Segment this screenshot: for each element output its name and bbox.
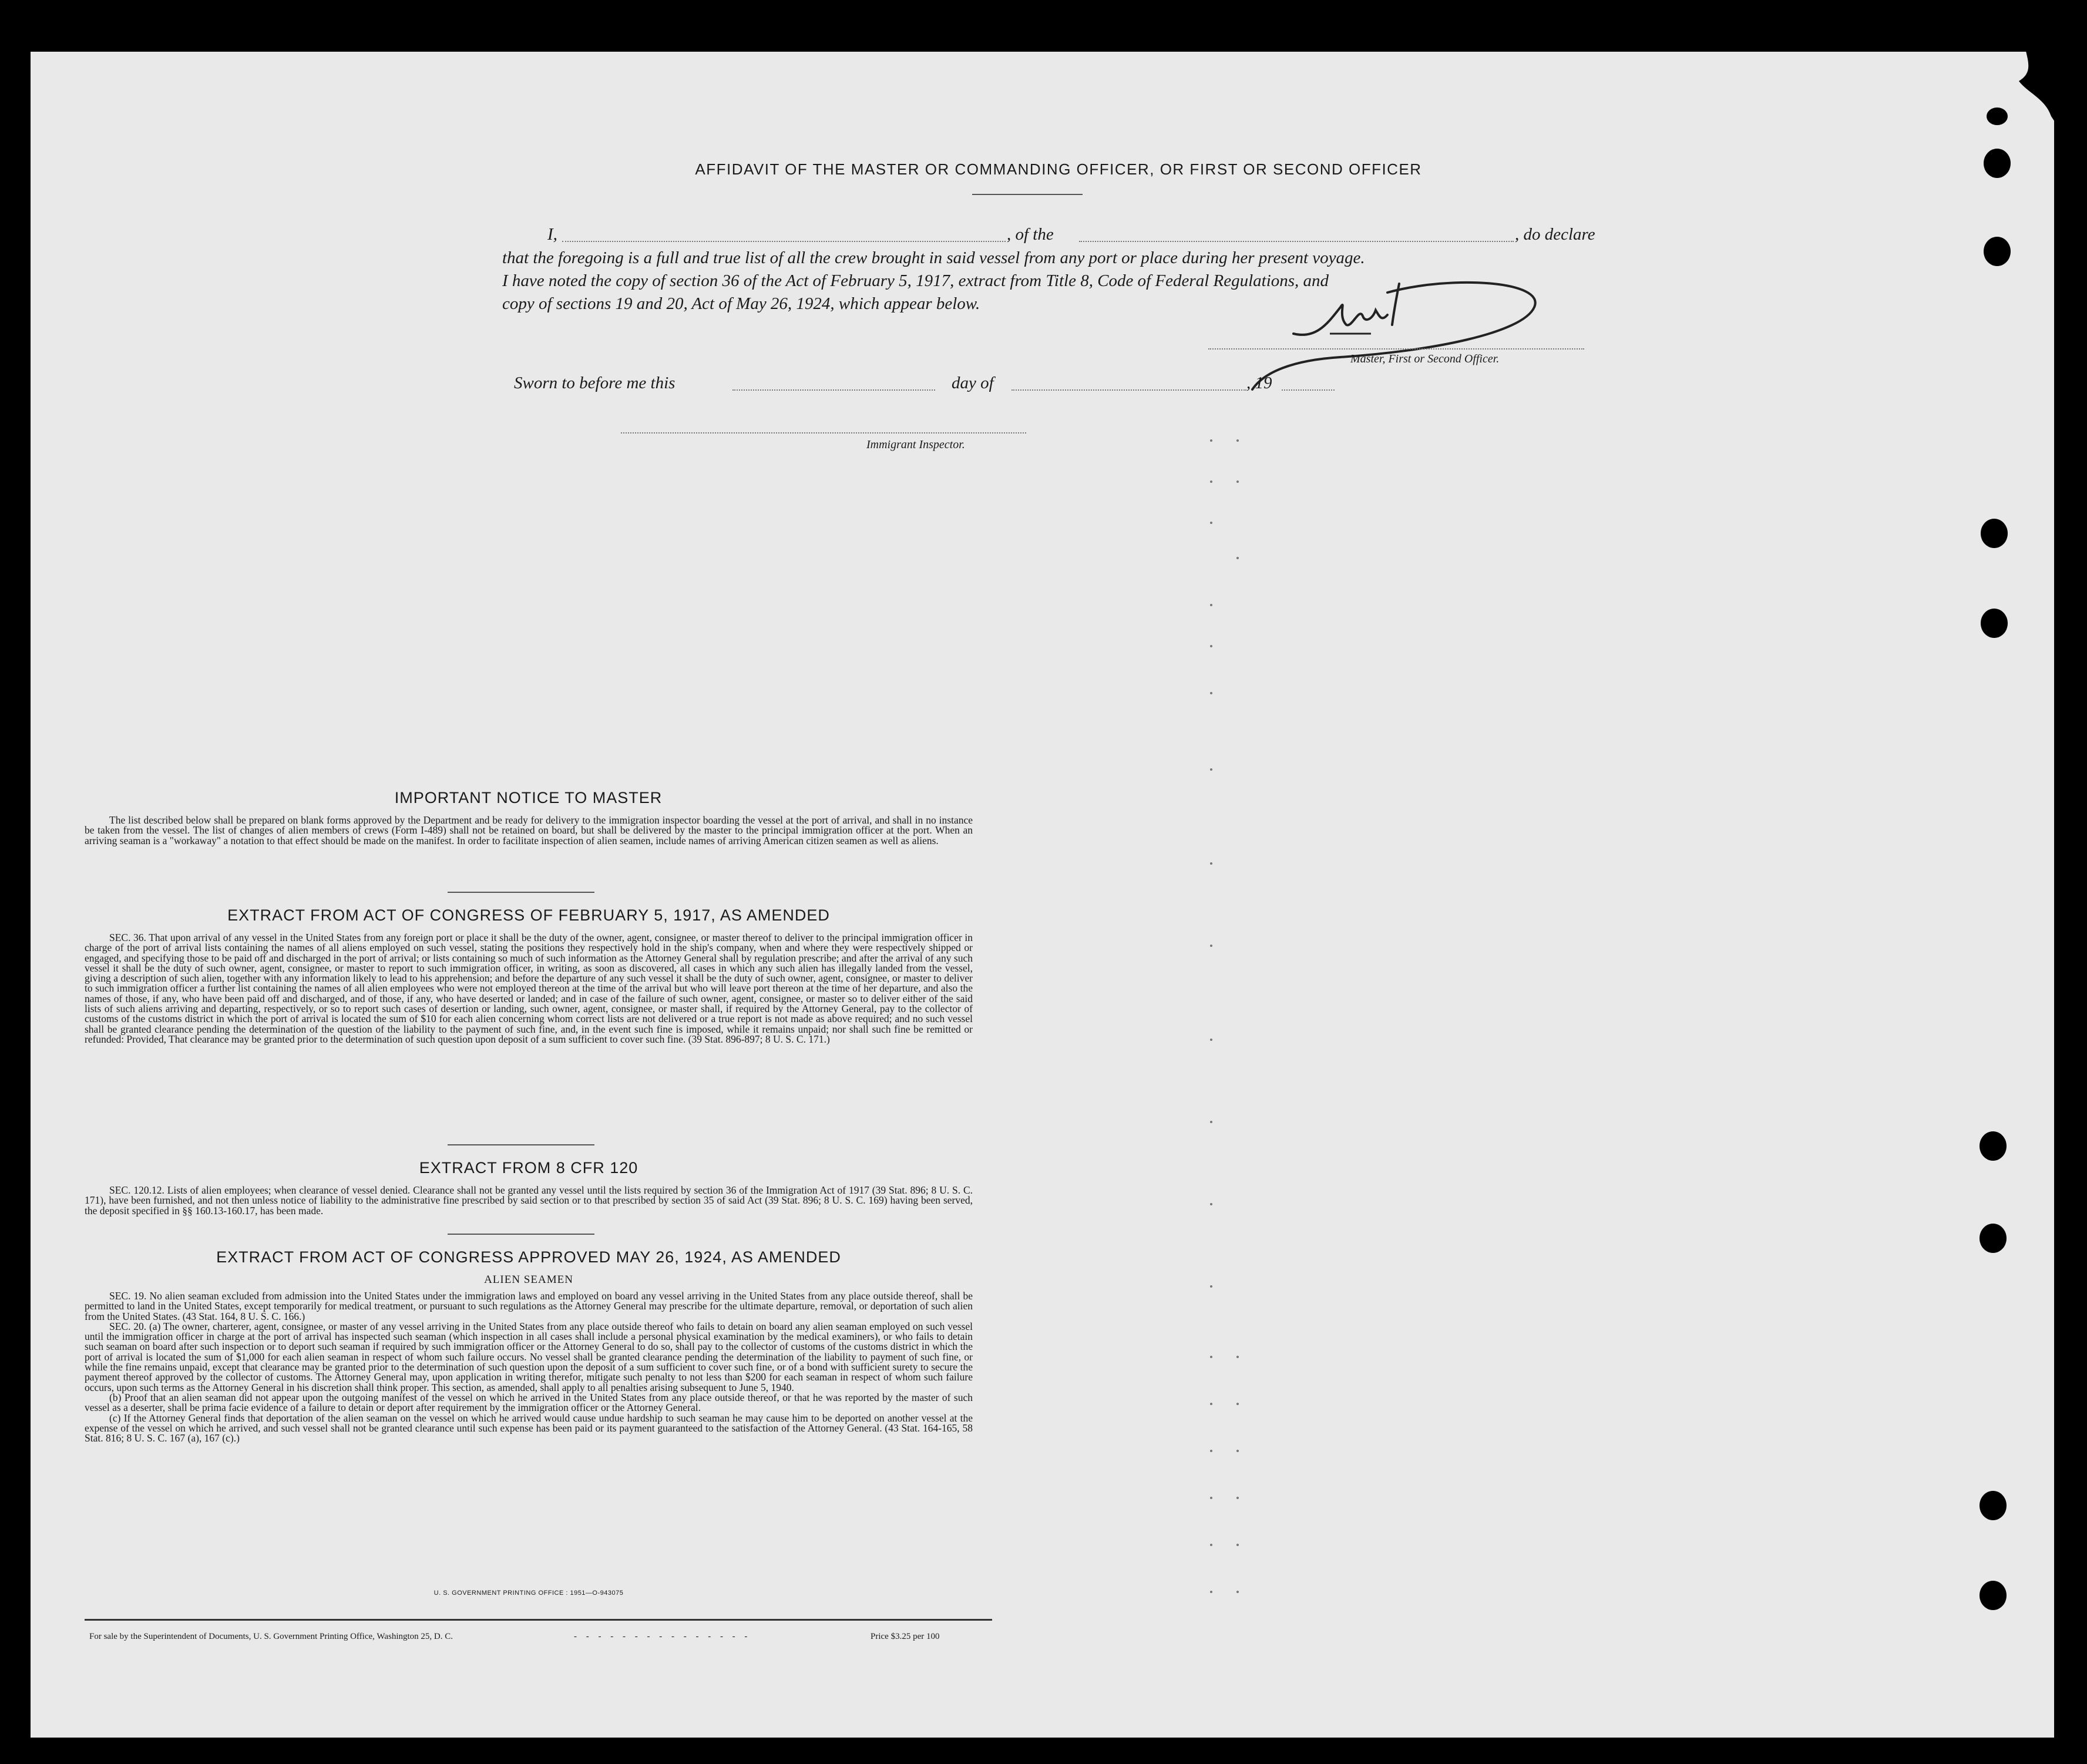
price-text: Price $3.25 per 100 (871, 1632, 940, 1641)
leader-dots: - - - - - - - - - - - - - - - (574, 1632, 751, 1641)
title-divider (972, 194, 1083, 195)
section-19-text: SEC. 19. No alien seaman excluded from admission into the United States under the immigration laws and employed on board any vessel arriving in the United States from any place outside thereof, shall be permitted to land in the United States, except temporarily for medical treatment, or pursuant to such regulations as the Attorney General may prescribe for the ultimate departure, removal, or deportation of such alien from the United States. (43 Stat. 164, 8 U. S. C. 166.) (85, 1290, 973, 1322)
binder-hole-6 (1980, 1131, 2007, 1161)
binder-hole-7 (1980, 1224, 2007, 1253)
sworn-label: Sworn to before me this (514, 374, 675, 392)
master-signature-line (1208, 348, 1584, 350)
binder-hole-9 (1980, 1581, 2007, 1610)
declarant-label: I, (547, 225, 557, 244)
notice-body (85, 815, 973, 846)
binder-hole-5 (1981, 609, 2008, 638)
inspector-caption: Immigrant Inspector. (866, 438, 965, 451)
extract-cfr-heading: EXTRACT FROM 8 CFR 120 (419, 1159, 638, 1177)
section-36-text: SEC. 36. That upon arrival of any vessel in the United States from any foreign port or place it shall be the duty of the owner, agent, consignee, or master thereof to deliver to the principal immigration officer in charge of the port of arrival lists containing the names of all aliens employed on such vessel, stating the positions they respectively hold in the ship's company, when and where they were respectively shipped or engaged, and specifying those to be paid off and discharged in the port of arrival; or lists containing so much of such information as the Attorney General shall by regulation prescribe; and after the arrival of any such vessel it shall be the duty of such owner, agent, consignee, or master to report to such immigration officer, in writing, as soon as discovered, all cases in which any such alien has illegally landed from the vessel, giving a description of such alien, together with any information likely to lead to his apprehension; and before the departure of any such vessel it shall be the duty of such owner, agent, consignee, or master to deliver to such immigration officer a further list containing the names of all alien employees who were not employed thereon at the time of the arrival but who will leave port thereon at the time of her departure, and also the names of those, if any, who have been paid off and discharged, and of those, if any, who have deserted or landed; and in case of the failure of such owner, agent, consignee, or master so to deliver either of the said lists of such aliens arriving and departing, respectively, or so to report such cases of desertion or landing, such owner, agent, consignee, or master shall, if required by the Attorney General, pay to the collector of customs of the customs district in which the port of arrival is located the sum of $10 for each alien concerning whom correct lists are not delivered or a true report is not made as above required; and no such vessel shall be granted clearance pending the determination of the question of the liability to the payment of such fine, and, in the event such fine is imposed, while it remains unpaid; nor shall such fine be remitted or refunded: Provided, That clearance may be granted prior to the determination of such question upon deposit of a sum sufficient to cover such fine. (39 Stat. 896-897; 8 U. S. C. 171.) (85, 932, 973, 1045)
section-20a-text: SEC. 20. (a) The owner, charterer, agent, consignee, or master of any vessel arriving in the United States from any place outside thereof who fails to detain on board any alien seaman employed on such vessel until the immigration officer in charge at the port of arrival has inspected such seaman (which inspection in all cases shall include a personal physical examination by the medical examiners), or who fails to detain such seaman on board after such inspection or to deport such seaman if required by such immigration officer or the Attorney General to do so, shall pay to the collector of customs of the customs district in which the port of arrival is located the sum of $1,000 for each alien seaman in respect of whom such failure occurs. No vessel shall be granted clearance pending the determination of the liability to payment of such fine, or while the fine remains unpaid, except that clearance may be granted prior to the determination of such question upon the deposit of a sum sufficient to cover such fine, or of a bond with sufficient surety to secure the payment thereof approved by the collector of customs. The Attorney General may, upon application in writing therefor, mitigate such penalty to not less than $200 for each seaman in respect of whom such failure occurs, upon such terms as the Attorney General in his discretion shall think proper. This section, as amended, shall apply to all penalties arising subsequent to June 5, 1940. (85, 1320, 973, 1393)
extract-cfr-body (85, 1185, 973, 1216)
extract-1917-body (85, 933, 973, 1044)
divider-1 (448, 892, 594, 893)
notice-heading: IMPORTANT NOTICE TO MASTER (394, 789, 663, 807)
day-of-label: day of (952, 374, 994, 392)
sworn-day-field[interactable] (732, 389, 935, 391)
form-sheet (31, 52, 2054, 1738)
do-declare-label: , do declare (1515, 225, 1595, 244)
year-prefix: , 19 (1246, 374, 1272, 392)
declaration-line-3: I have noted the copy of section 36 of the Act of February 5, 1917, extract from Title 8, Code of Federal Regulations, and (502, 271, 1329, 290)
alien-seamen-subheading: ALIEN SEAMEN (484, 1274, 573, 1286)
extract-1924-body (85, 1291, 973, 1443)
affidavit-title: AFFIDAVIT OF THE MASTER OR COMMANDING OFFICER, OR FIRST OR SECOND OFFICER (695, 160, 1422, 178)
extract-1924-heading: EXTRACT FROM ACT OF CONGRESS APPROVED MAY 26, 1924, AS AMENDED (216, 1248, 841, 1266)
sale-text: For sale by the Superintendent of Documents, U. S. Government Printing Office, Washington 25, D. C. (89, 1632, 453, 1641)
declarant-name-field[interactable] (562, 241, 1006, 242)
binder-hole-3 (1984, 237, 2011, 266)
declaration-line-2: that the foregoing is a full and true list of all the crew brought in said vessel from any port or place during her present voyage. (502, 248, 1365, 267)
of-the-label: , of the (1007, 225, 1054, 244)
binder-hole-4 (1981, 519, 2008, 548)
divider-3 (448, 1234, 594, 1235)
inspector-signature-line[interactable] (621, 432, 1026, 434)
vessel-name-field[interactable] (1079, 241, 1514, 242)
printing-office-note: U. S. GOVERNMENT PRINTING OFFICE : 1951—O-943075 (433, 1590, 624, 1597)
footer-rule (85, 1619, 992, 1621)
master-signature-caption: Master, First or Second Officer. (1350, 352, 1500, 365)
notice-paragraph: The list described below shall be prepared on blank forms approved by the Department and be ready for delivery to the immigration inspector boarding the vessel at the port of arrival, and shall in no instance be taken from the vessel. The list of changes of alien members of crews (Form I-489) shall not be retained on board, but shall be delivered by the master to the principal immigration officer at the port. When an arriving seaman is a "workaway" a notation to that effect should be made on the manifest. In order to facilitate inspection of alien seamen, include names of arriving American citizen seamen as well as aliens. (85, 814, 973, 846)
sworn-year-field[interactable] (1282, 389, 1335, 391)
divider-2 (448, 1144, 594, 1145)
section-20c-text: (c) If the Attorney General finds that deportation of the alien seaman on the vessel on which he arrived would cause undue hardship to such seaman he may cause him to be deported on another vessel at the expense of the vessel on which he arrived, and such vessel shall not be granted clearance until such expense has been paid or its payment guaranteed to the satisfaction of the Attorney General. (43 Stat. 164-165, 58 Stat. 816; 8 U. S. C. 167 (a), 167 (c).) (85, 1412, 973, 1444)
sworn-month-field[interactable] (1011, 389, 1246, 391)
declaration-line-4: copy of sections 19 and 20, Act of May 26, 1924, which appear below. (502, 294, 980, 313)
binder-hole-2 (1984, 149, 2011, 178)
column-guide-dots (1204, 416, 1275, 1638)
section-20b-text: (b) Proof that an alien seaman did not appear upon the outgoing manifest of the vessel on which he arrived in the United States from any place outside thereof, or that he was reported by the master of such vessel as a deserter, shall be prima facie evidence of a failure to detain or deport after requirement by the immigration officer or the Attorney General. (85, 1391, 973, 1414)
section-120-12-text: SEC. 120.12. Lists of alien employees; when clearance of vessel denied. Clearance shall not be granted any vessel until the lists required by section 36 of the Immigration Act of 1917 (39 Stat. 896; 8 U. S. C. 171), have been furnished, and not then unless notice of liability to the administrative fine prescribed by said section or to that prescribed by section 35 of said Act (39 Stat. 896; 8 U. S. C. 169) having been served, the deposit specified in §§ 160.13-160.17, has been made. (85, 1184, 973, 1217)
torn-corner (1992, 46, 2063, 134)
binder-hole-8 (1980, 1491, 2007, 1520)
extract-1917-heading: EXTRACT FROM ACT OF CONGRESS OF FEBRUARY 5, 1917, AS AMENDED (227, 906, 830, 924)
